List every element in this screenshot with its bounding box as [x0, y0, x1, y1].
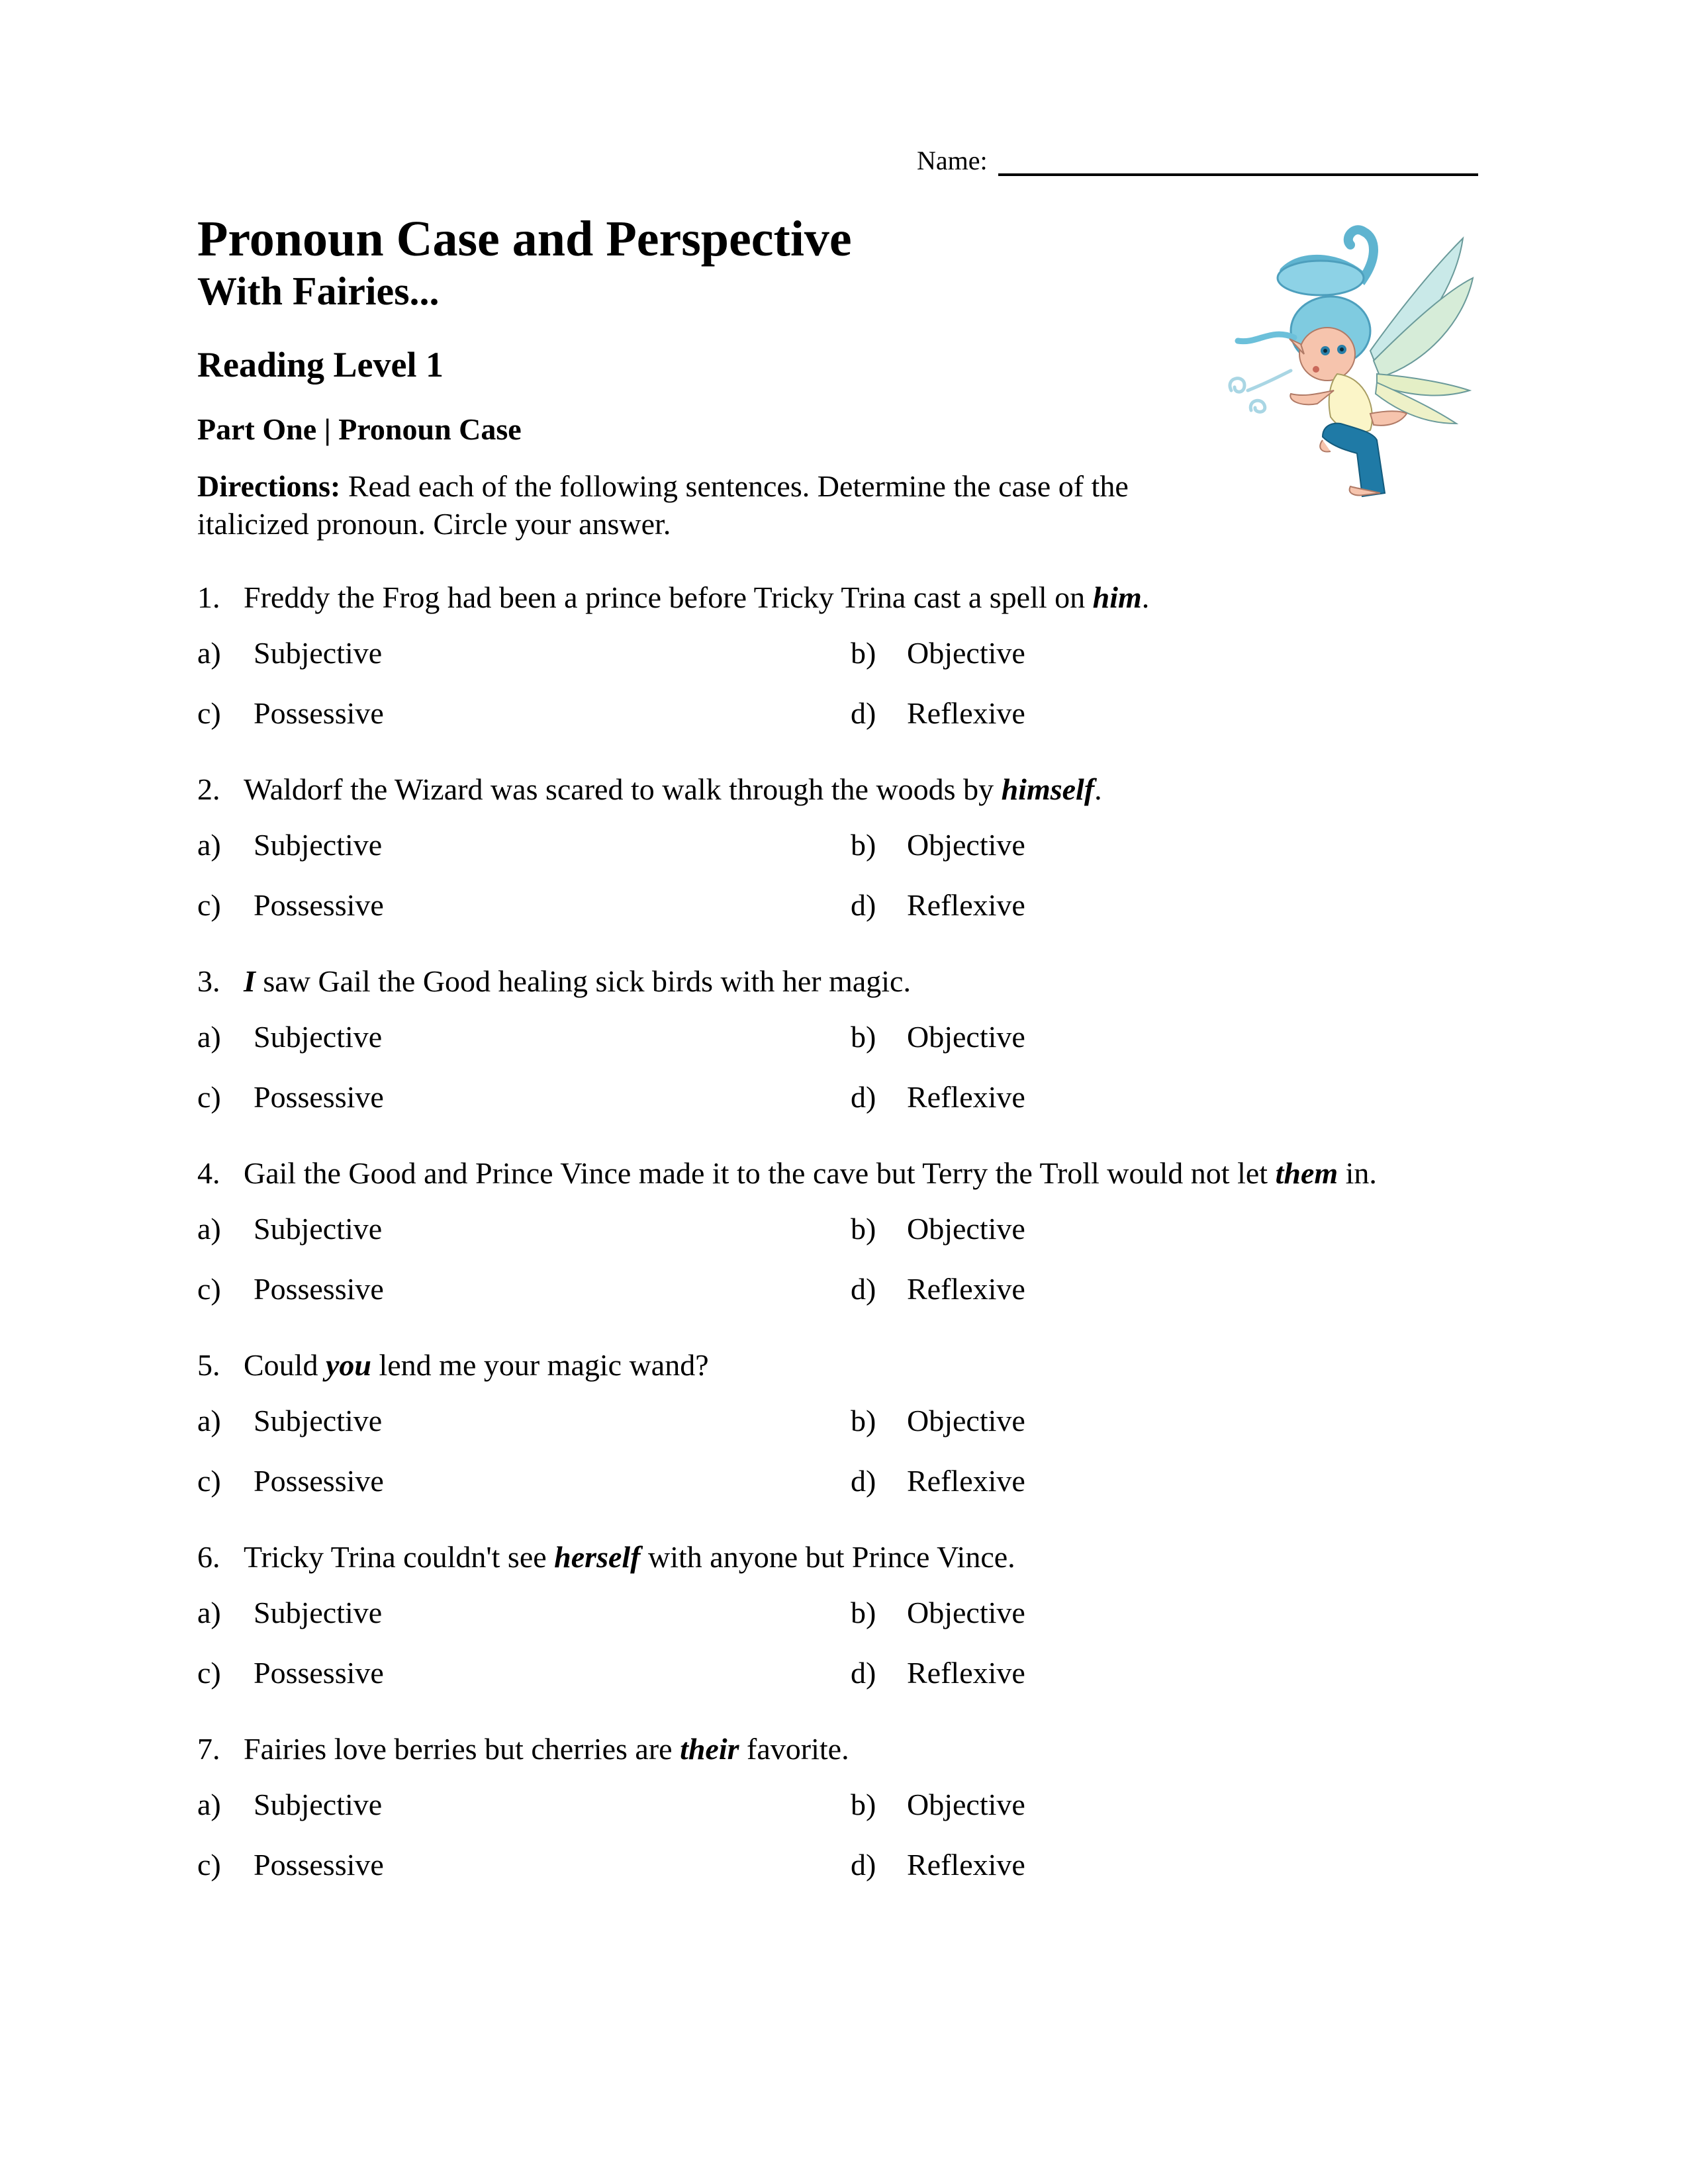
question-text-before: Could	[244, 1348, 326, 1382]
question-text-after: favorite.	[739, 1732, 849, 1766]
option-letter: b)	[851, 636, 876, 670]
option-label: Subjective	[254, 636, 383, 670]
option-label: Objective	[907, 1404, 1025, 1437]
directions-label: Directions:	[197, 469, 341, 503]
option-letter: a)	[197, 828, 221, 862]
option-letter: d)	[851, 1848, 876, 1882]
option-label: Objective	[907, 828, 1025, 862]
question-number: 3.	[197, 964, 220, 998]
answer-option-objective[interactable]	[851, 1211, 1025, 1246]
question-text	[244, 964, 911, 998]
answer-option-possessive[interactable]	[197, 1655, 384, 1690]
question-text-before: Freddy the Frog had been a prince before Tricky Trina cast a spell on	[244, 580, 1093, 614]
answer-option-possessive[interactable]	[197, 1079, 384, 1115]
question-text-before: Fairies love berries but cherries are	[244, 1732, 680, 1766]
option-label: Subjective	[254, 1596, 383, 1629]
name-blank-line[interactable]	[998, 144, 1478, 176]
question-number: 5.	[197, 1348, 220, 1382]
name-label: Name:	[917, 146, 988, 175]
answer-option-possessive[interactable]	[197, 1847, 384, 1882]
option-letter: d)	[851, 1656, 876, 1690]
question-text-after: saw Gail the Good healing sick birds with her magic.	[255, 964, 911, 998]
answer-option-reflexive[interactable]	[851, 1847, 1025, 1882]
answer-option-subjective[interactable]	[197, 1787, 382, 1822]
option-letter: d)	[851, 696, 876, 730]
question-text-after: with anyone but Prince Vince.	[640, 1540, 1015, 1574]
answer-option-subjective[interactable]	[197, 635, 382, 670]
option-letter: a)	[197, 1212, 221, 1246]
option-letter: c)	[197, 1080, 221, 1114]
answer-option-objective[interactable]	[851, 1595, 1025, 1630]
question-number: 4.	[197, 1156, 220, 1190]
italicized-pronoun: himself	[1001, 772, 1095, 806]
page-title: Pronoun Case and Perspective	[197, 211, 852, 267]
answer-option-subjective[interactable]	[197, 827, 382, 862]
option-label: Possessive	[254, 888, 384, 922]
name-field	[917, 144, 1478, 176]
option-letter: b)	[851, 1788, 876, 1821]
option-letter: b)	[851, 828, 876, 862]
question-text	[244, 772, 1102, 806]
option-letter: c)	[197, 1848, 221, 1882]
answer-option-possessive[interactable]	[197, 887, 384, 923]
question-text-before: Tricky Trina couldn't see	[244, 1540, 555, 1574]
question-number: 7.	[197, 1732, 220, 1766]
option-letter: a)	[197, 1596, 221, 1629]
answer-option-subjective[interactable]	[197, 1211, 382, 1246]
option-letter: d)	[851, 1272, 876, 1306]
answer-option-reflexive[interactable]	[851, 1079, 1025, 1115]
question-text	[244, 1156, 1377, 1190]
answer-option-reflexive[interactable]	[851, 1655, 1025, 1690]
option-label: Objective	[907, 1212, 1025, 1246]
option-label: Subjective	[254, 1788, 383, 1821]
option-letter: c)	[197, 888, 221, 922]
question-text-after: lend me your magic wand?	[371, 1348, 709, 1382]
answer-option-objective[interactable]	[851, 635, 1025, 670]
option-letter: a)	[197, 636, 221, 670]
option-label: Objective	[907, 1020, 1025, 1054]
option-label: Reflexive	[907, 1464, 1025, 1498]
question-5	[197, 1347, 709, 1383]
answer-option-subjective[interactable]	[197, 1403, 382, 1438]
option-label: Objective	[907, 1788, 1025, 1821]
option-label: Reflexive	[907, 1272, 1025, 1306]
question-text	[244, 580, 1149, 614]
option-label: Possessive	[254, 1848, 384, 1882]
option-letter: c)	[197, 696, 221, 730]
option-label: Subjective	[254, 1020, 383, 1054]
question-6	[197, 1539, 1015, 1574]
option-label: Subjective	[254, 828, 383, 862]
fairy-icon	[1211, 212, 1476, 503]
answer-option-subjective[interactable]	[197, 1019, 382, 1054]
question-2	[197, 772, 1102, 807]
page-subtitle: With Fairies...	[197, 269, 440, 313]
option-label: Reflexive	[907, 1848, 1025, 1882]
option-letter: c)	[197, 1656, 221, 1690]
answer-option-objective[interactable]	[851, 1787, 1025, 1822]
option-letter: b)	[851, 1020, 876, 1054]
italicized-pronoun: herself	[554, 1540, 641, 1574]
option-label: Possessive	[254, 1656, 384, 1690]
option-letter: a)	[197, 1020, 221, 1054]
option-letter: a)	[197, 1404, 221, 1437]
question-text	[244, 1732, 849, 1766]
answer-option-reflexive[interactable]	[851, 1271, 1025, 1306]
italicized-pronoun: him	[1092, 580, 1142, 614]
italicized-pronoun: them	[1275, 1156, 1338, 1190]
answer-option-objective[interactable]	[851, 1403, 1025, 1438]
option-letter: d)	[851, 888, 876, 922]
question-text	[244, 1540, 1015, 1574]
option-letter: d)	[851, 1080, 876, 1114]
answer-option-reflexive[interactable]	[851, 696, 1025, 731]
question-3	[197, 964, 911, 999]
option-label: Possessive	[254, 1080, 384, 1114]
answer-option-possessive[interactable]	[197, 1271, 384, 1306]
option-label: Subjective	[254, 1212, 383, 1246]
question-number: 6.	[197, 1540, 220, 1574]
option-letter: b)	[851, 1404, 876, 1437]
fairy-illustration	[1211, 212, 1476, 503]
option-label: Reflexive	[907, 696, 1025, 730]
option-label: Reflexive	[907, 1080, 1025, 1114]
option-letter: c)	[197, 1464, 221, 1498]
italicized-pronoun: I	[244, 964, 256, 998]
question-7	[197, 1731, 849, 1766]
answer-option-objective[interactable]	[851, 1019, 1025, 1054]
directions	[197, 467, 1190, 543]
question-text-before: Waldorf the Wizard was scared to walk through the woods by	[244, 772, 1002, 806]
question-number: 1.	[197, 580, 220, 614]
option-letter: a)	[197, 1788, 221, 1821]
question-text	[244, 1348, 709, 1382]
option-label: Reflexive	[907, 888, 1025, 922]
answer-option-subjective[interactable]	[197, 1595, 382, 1630]
option-letter: c)	[197, 1272, 221, 1306]
option-label: Possessive	[254, 696, 384, 730]
option-label: Possessive	[254, 1272, 384, 1306]
question-text-before: Gail the Good and Prince Vince made it to the cave but Terry the Troll would not let	[244, 1156, 1276, 1190]
option-label: Objective	[907, 636, 1025, 670]
question-text-after: in.	[1338, 1156, 1377, 1190]
option-label: Subjective	[254, 1404, 383, 1437]
answer-option-objective[interactable]	[851, 827, 1025, 862]
reading-level-heading: Reading Level 1	[197, 345, 444, 385]
question-4	[197, 1156, 1377, 1191]
option-label: Reflexive	[907, 1656, 1025, 1690]
question-text-after: .	[1141, 580, 1150, 614]
option-letter: d)	[851, 1464, 876, 1498]
option-letter: b)	[851, 1596, 876, 1629]
option-letter: b)	[851, 1212, 876, 1246]
answer-option-reflexive[interactable]	[851, 887, 1025, 923]
question-1	[197, 580, 1149, 615]
part-heading: Part One | Pronoun Case	[197, 412, 522, 446]
italicized-pronoun: you	[325, 1348, 371, 1382]
answer-option-possessive[interactable]	[197, 1463, 384, 1498]
answer-option-possessive[interactable]	[197, 696, 384, 731]
option-label: Objective	[907, 1596, 1025, 1629]
question-text-after: .	[1094, 772, 1102, 806]
directions-text: Read each of the following sentences. Determine the case of the italicized pronoun. Circle your answer.	[197, 469, 1129, 541]
italicized-pronoun: their	[680, 1732, 739, 1766]
answer-option-reflexive[interactable]	[851, 1463, 1025, 1498]
option-label: Possessive	[254, 1464, 384, 1498]
question-number: 2.	[197, 772, 220, 806]
